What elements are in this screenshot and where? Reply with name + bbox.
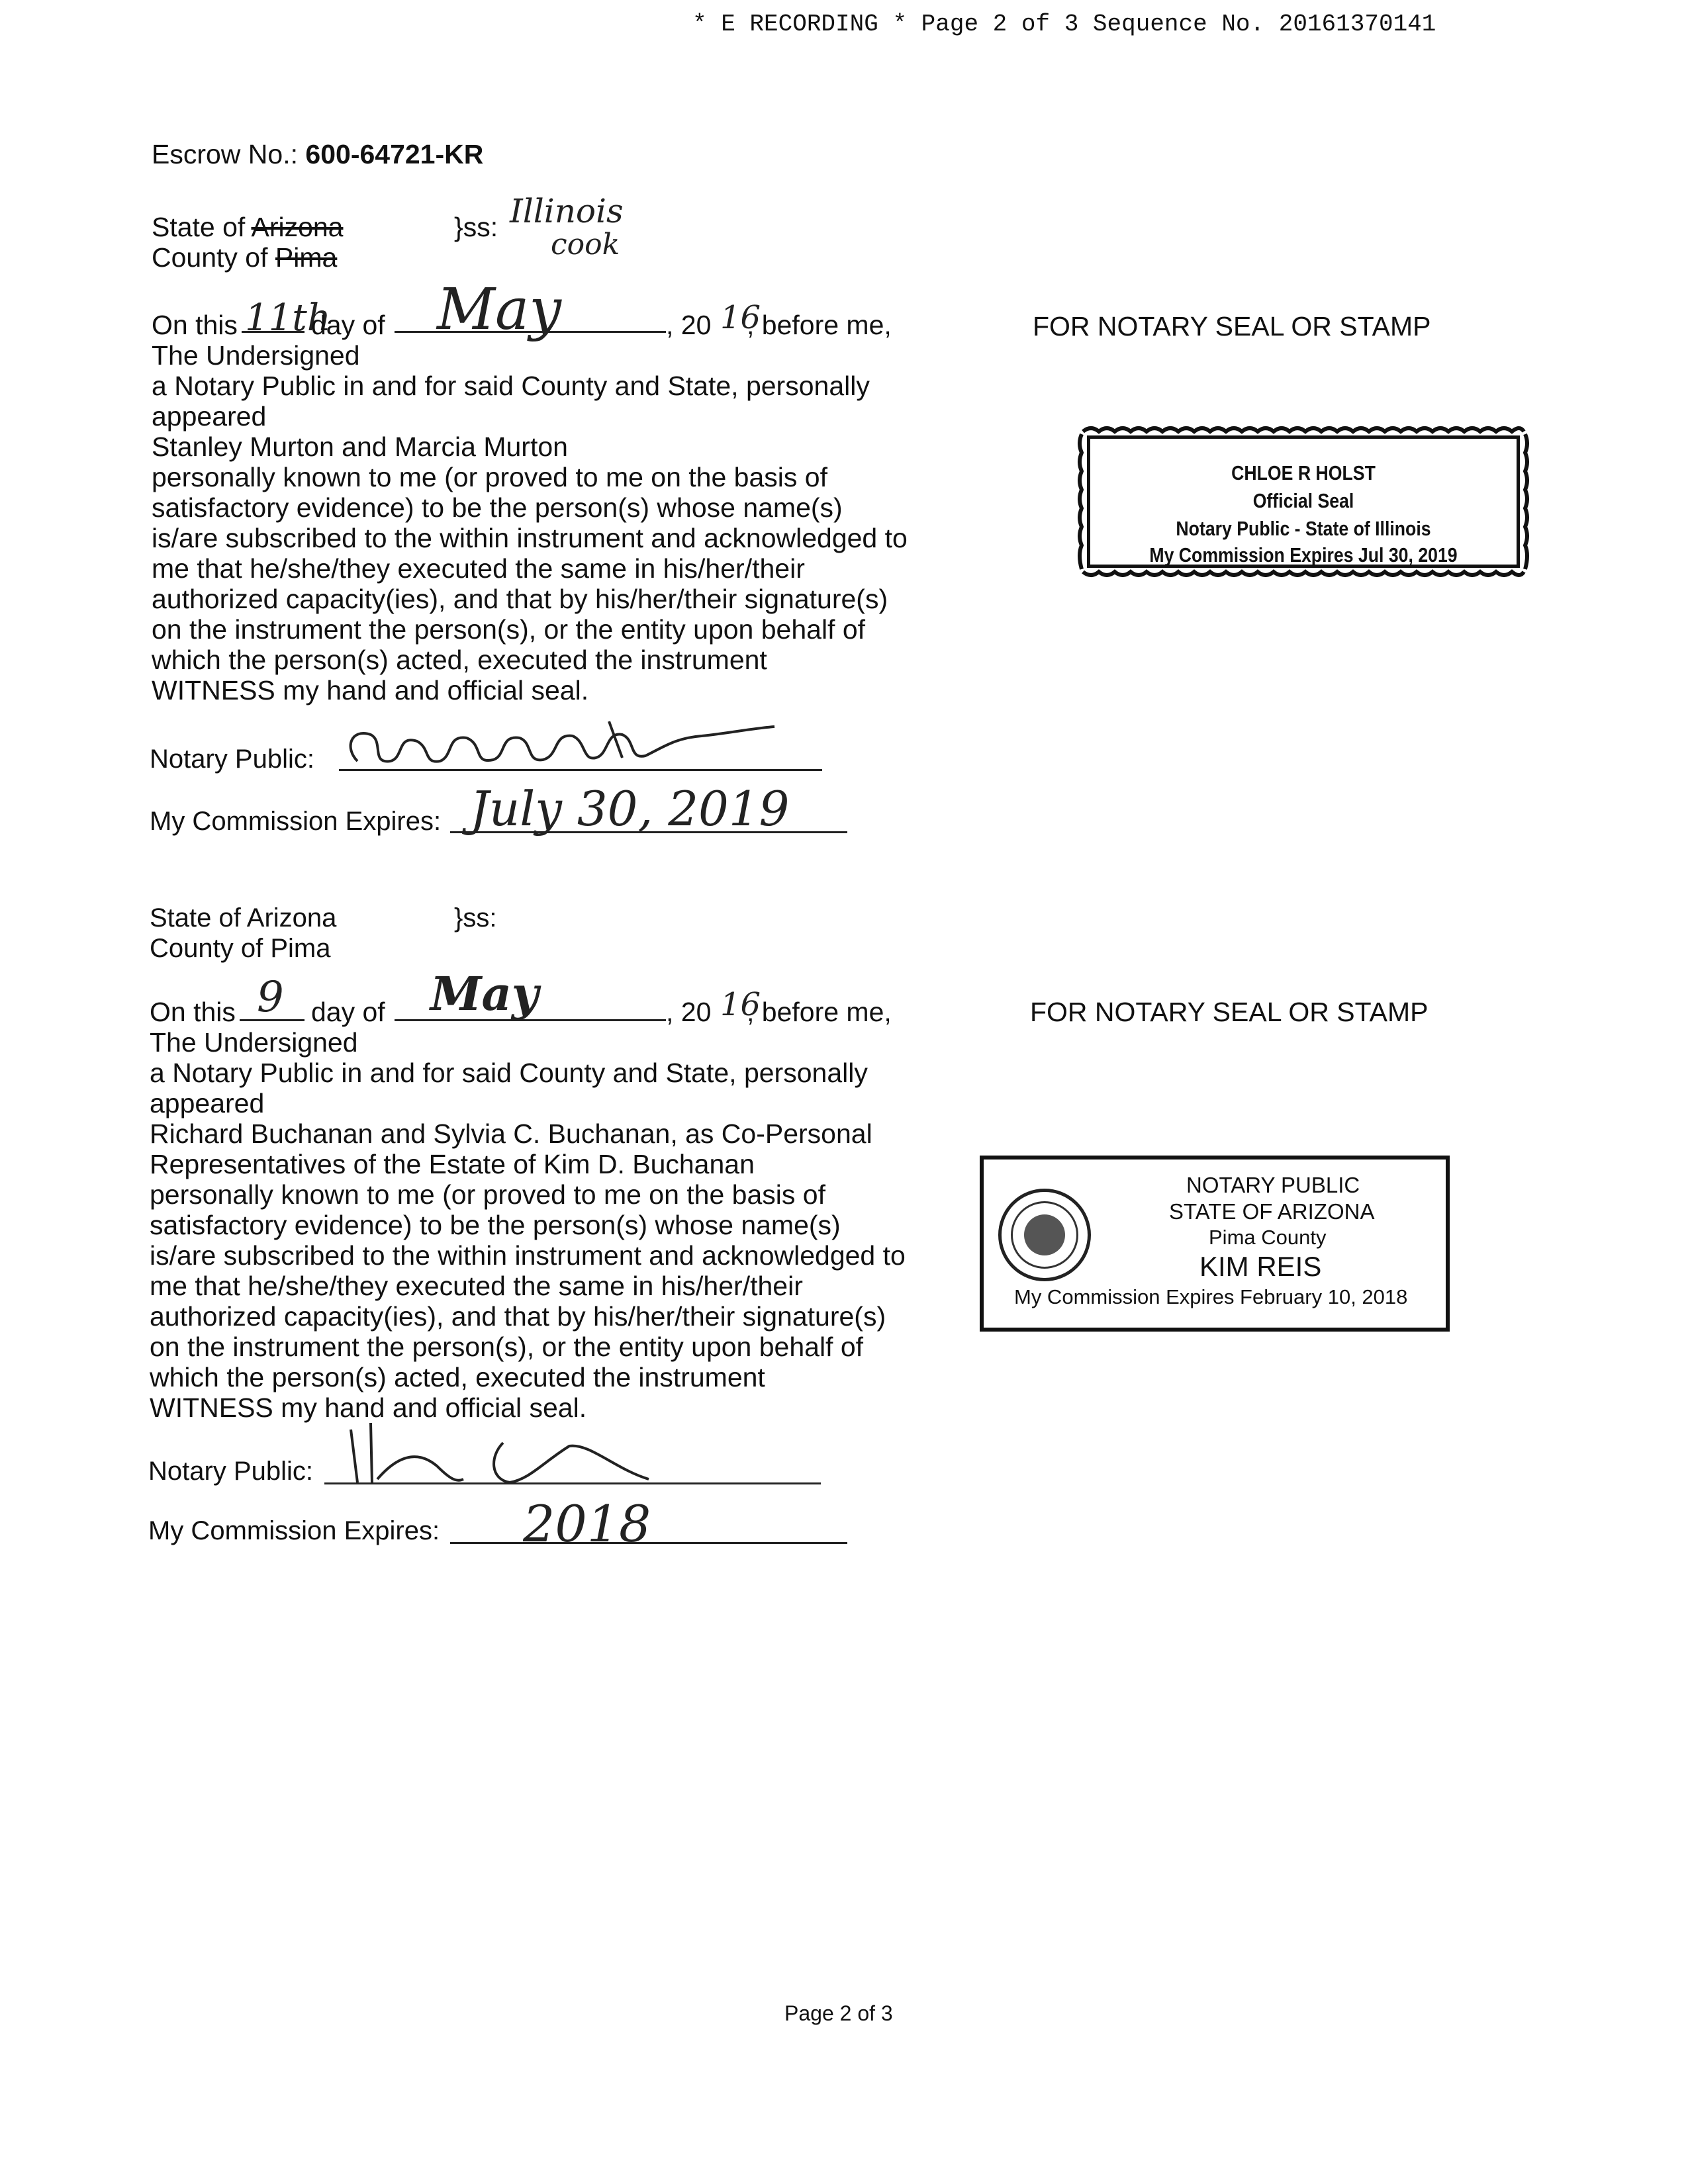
stamp-inner-box (1087, 435, 1520, 568)
block1-on-this: On this (152, 310, 238, 340)
signature-scribble-1 (331, 708, 781, 781)
body-line: which the person(s) acted, executed the instrument (150, 1362, 765, 1392)
handwritten-expires-1: July 30, 2019 (470, 781, 790, 837)
handwritten-state: Illinois (510, 192, 624, 230)
body-line: me that he/she/they executed the same in his/her/their (150, 1271, 803, 1301)
page-footer: Page 2 of 3 (784, 2001, 893, 2025)
body-line: WITNESS my hand and official seal. (150, 1392, 587, 1423)
block1-undersigned: The Undersigned (152, 340, 360, 371)
handwritten-year: 16 (720, 299, 761, 336)
block1-notary-public-label: Notary Public: (150, 745, 314, 774)
day-blank-line (242, 331, 305, 333)
county-label: County of (152, 242, 268, 273)
stamp2-line2: STATE OF ARIZONA (1169, 1199, 1375, 1224)
stamp-name: CHLOE R HOLST (1231, 461, 1376, 484)
block2-year-prefix: , 20 (666, 997, 712, 1027)
handwritten-month-2: May (430, 966, 539, 1021)
block1-before-me: , before me, (747, 310, 892, 340)
month-blank-line (395, 331, 666, 333)
seal-label-2: FOR NOTARY SEAL OR STAMP (1030, 997, 1429, 1027)
body-line: on the instrument the person(s), or the entity upon behalf of (152, 614, 866, 645)
struck-state: Arizona (251, 212, 344, 242)
block1-year-prefix: , 20 (666, 310, 712, 340)
block1-ss: }ss: (454, 212, 498, 242)
block2-on-this: On this (150, 997, 236, 1027)
handwritten-day-2: 9 (257, 973, 284, 1022)
block2-notary-public-label: Notary Public: (148, 1457, 313, 1486)
stamp2-expires: My Commission Expires February 10, 2018 (1014, 1285, 1408, 1308)
body-line: Stanley Murton and Marcia Murton (152, 432, 568, 462)
handwritten-month: May (437, 277, 561, 343)
body-line: authorized capacity(ies), and that by his/her/their signature(s) (152, 584, 888, 614)
escrow-line (152, 139, 483, 169)
block2-body (150, 1058, 906, 1423)
body-line: appeared (150, 1088, 265, 1118)
body-line: authorized capacity(ies), and that by his/her/their signature(s) (150, 1301, 886, 1332)
body-line: Representatives of the Estate of Kim D. Buchanan (150, 1149, 755, 1179)
body-line: appeared (152, 401, 267, 432)
escrow-number: 600-64721-KR (305, 139, 484, 169)
block2-expires-label: My Commission Expires: (148, 1516, 440, 1545)
state-label: State of (152, 212, 246, 242)
handwritten-county: cook (551, 228, 620, 261)
body-line: a Notary Public in and for said County and State, personally (152, 371, 870, 401)
stamp-official: Official Seal (1252, 489, 1354, 512)
body-line: satisfactory evidence) to be the person(s) whose name(s) (150, 1210, 841, 1240)
struck-county: Pima (275, 242, 338, 273)
seal-label-1: FOR NOTARY SEAL OR STAMP (1033, 311, 1431, 341)
handwritten-year-2: 16 (720, 986, 761, 1023)
body-line: is/are subscribed to the within instrument and acknowledged to (150, 1240, 906, 1271)
seal-core (1024, 1214, 1065, 1255)
block1-expires-label: My Commission Expires: (150, 807, 442, 836)
notary-stamp-illinois (1078, 425, 1529, 578)
body-line: a Notary Public in and for said County and State, personally (150, 1058, 868, 1088)
body-line: on the instrument the person(s), or the entity upon behalf of (150, 1332, 864, 1362)
body-line: is/are subscribed to the within instrument and acknowledged to (152, 523, 908, 553)
block2-state: State of Arizona (150, 903, 337, 933)
body-line: Richard Buchanan and Sylvia C. Buchanan, as Co-Personal (150, 1118, 872, 1149)
stamp2-line1: NOTARY PUBLIC (1186, 1173, 1360, 1197)
body-line: personally known to me (or proved to me on the basis of (152, 462, 827, 492)
body-line: me that he/she/they executed the same in his/her/their (152, 553, 805, 584)
stamp2-name: KIM REIS (1199, 1251, 1322, 1282)
block1-state-line (152, 212, 343, 242)
body-line: which the person(s) acted, executed the instrument (152, 645, 767, 675)
block2-day-of: day of (311, 997, 385, 1027)
escrow-label: Escrow No.: (152, 139, 298, 169)
month-blank-line-2 (395, 1019, 666, 1021)
arizona-state-seal-icon (998, 1189, 1091, 1281)
body-line: personally known to me (or proved to me on the basis of (150, 1179, 825, 1210)
block1-day-of: day of (311, 310, 385, 340)
recording-header: * E RECORDING * Page 2 of 3 Sequence No. 20161370141 (692, 11, 1436, 38)
signature-scribble-2 (331, 1416, 702, 1489)
day-blank-line-2 (240, 1019, 305, 1021)
stamp-state: Notary Public - State of Illinois (1176, 517, 1431, 540)
block2-ss: }ss: (454, 903, 497, 933)
stamp-expires: My Commission Expires Jul 30, 2019 (1149, 543, 1458, 567)
body-line: WITNESS my hand and official seal. (152, 675, 589, 705)
handwritten-expires-2: 2018 (523, 1494, 651, 1553)
block1-county-line (152, 242, 337, 273)
body-line: satisfactory evidence) to be the person(s) whose name(s) (152, 492, 843, 523)
block2-county: County of Pima (150, 934, 331, 963)
handwritten-day: 11th (245, 296, 331, 340)
block1-body (152, 371, 908, 705)
notary-stamp-arizona (980, 1156, 1450, 1332)
block2-before-me: , before me, (747, 997, 892, 1027)
stamp2-line3: Pima County (1209, 1226, 1327, 1249)
block2-undersigned: The Undersigned (150, 1027, 358, 1058)
